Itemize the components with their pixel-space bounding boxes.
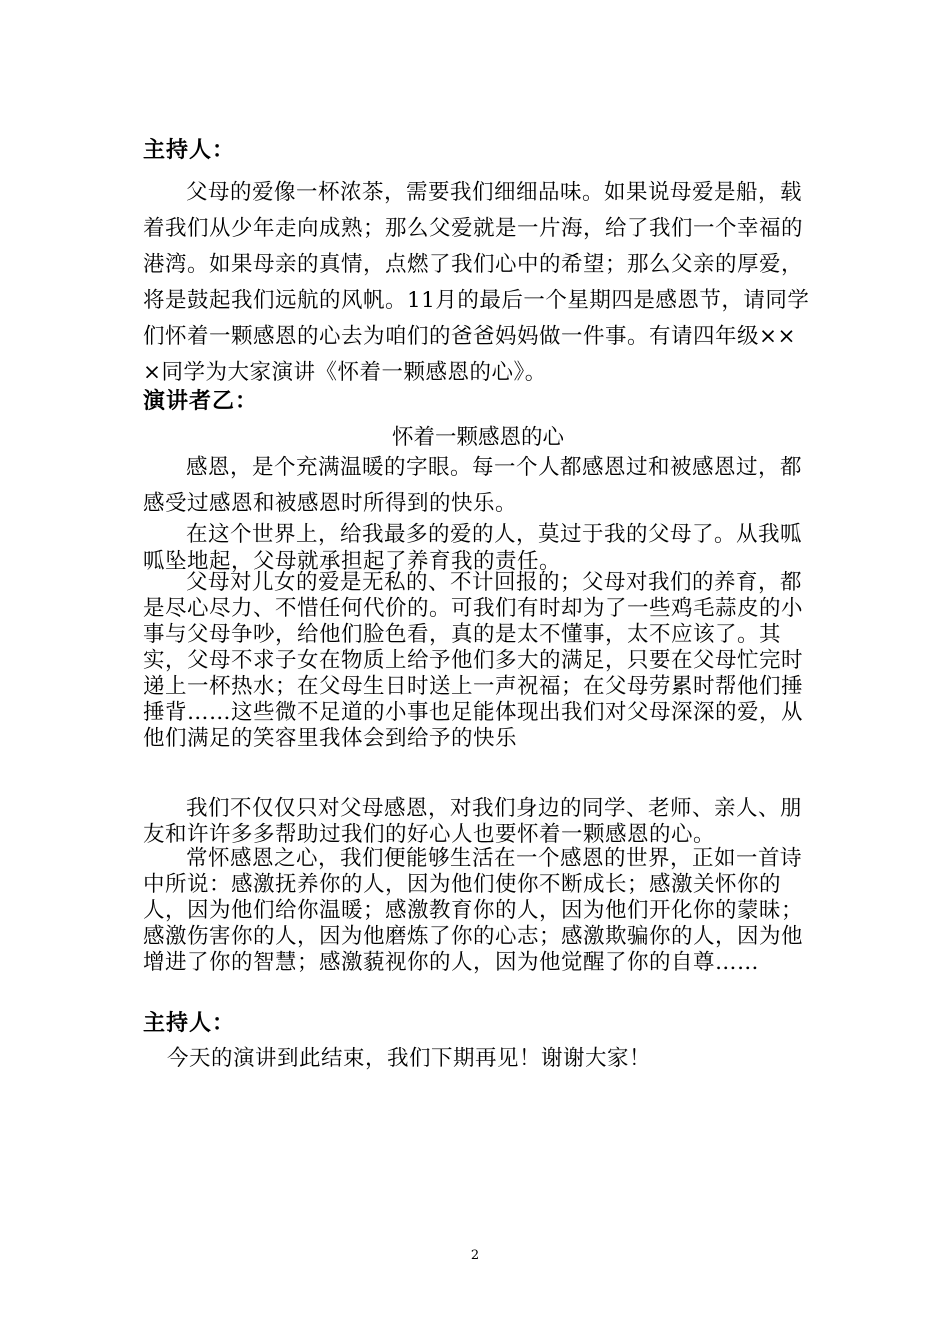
host-closing-paragraph: 今天的演讲到此结束，我们下期再见！谢谢大家！	[167, 1046, 652, 1071]
page-number: 2	[470, 1248, 480, 1263]
host-heading: 主持人：	[143, 138, 236, 163]
speech-title: 怀着一颗感恩的心	[391, 425, 564, 450]
host-intro-paragraph: 父母的爱像一杯浓茶，需要我们细细品味。如果说母爱是船，载着我们从少年走向成熟；那么父爱就是一片海，给了我们一个幸福的港湾。如果母亲的真情，点燃了我们心中的希望；那么父亲的厚爱，将是鼓起我们远航的风帆。11月的最后一个星期四是感恩节，请同学们怀着一颗感恩的心去为咱们的爸爸妈妈做一件事。有请四年级×××同学为大家演讲《怀着一颗感恩的心》。	[143, 180, 810, 385]
speaker-heading: 演讲者乙：	[143, 389, 259, 414]
speech-paragraph-1: 感恩，是个充满温暖的字眼。每一个人都感恩过和被感恩过，都感受过感恩和被感恩时所得到的快乐。	[143, 455, 803, 516]
host-closing-heading: 主持人：	[143, 1011, 236, 1036]
speech-paragraph-2: 在这个世界上，给我最多的爱的人，莫过于我的父母了。从我呱呱坠地起，父母就承担起了养育我的责任。	[143, 522, 803, 574]
speech-paragraph-3: 父母对儿女的爱是无私的、不计回报的；父母对我们的养育，都是尽心尽力、不惜任何代价的。可我们有时却为了一些鸡毛蒜皮的小事与父母争吵，给他们脸色看，真的是太不懂事，太不应该了。其实，父母不求子女在物质上给予他们多大的满足，只要在父母忙完时递上一杯热水；在父母生日时送上一声祝福；在父母劳累时帮他们捶捶背……这些微不足道的小事也足能体现出我们对父母深深的爱，从他们满足的笑容里我体会到给予的快乐	[143, 570, 804, 751]
speech-paragraph-5: 常怀感恩之心，我们便能够生活在一个感恩的世界，正如一首诗中所说：感激抚养你的人，因为他们使你不断成长；感激关怀你的人，因为他们给你温暖；感激教育你的人，因为他们开化你的蒙昧；感激伤害你的人，因为他磨炼了你的心志；感激欺骗你的人，因为他增进了你的智慧；感激藐视你的人，因为他觉醒了你的自尊……	[143, 846, 804, 975]
speech-paragraph-4: 我们不仅仅只对父母感恩，对我们身边的同学、老师、亲人、朋友和许许多多帮助过我们的好心人也要怀着一颗感恩的心。	[143, 796, 803, 847]
